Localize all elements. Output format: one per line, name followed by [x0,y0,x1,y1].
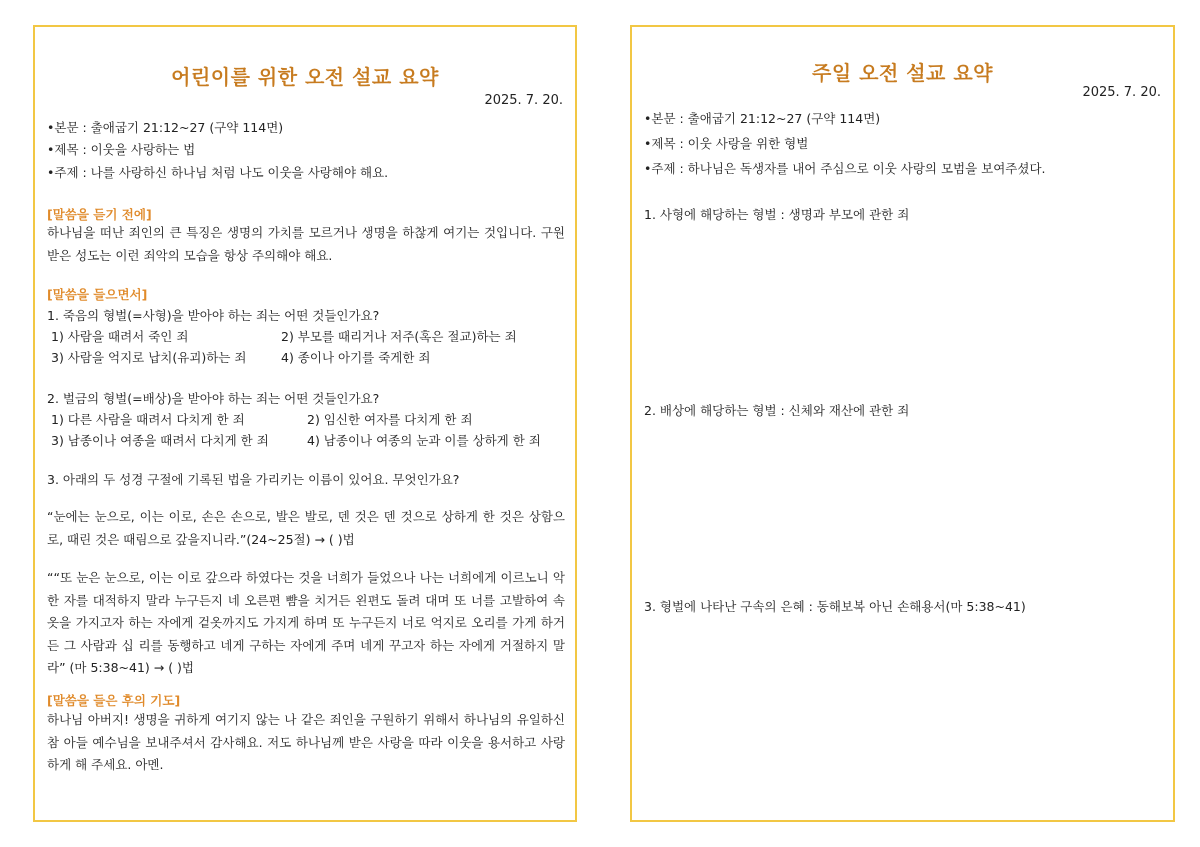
title-line: •제목 : 이웃을 사랑하는 법 [47,142,196,157]
answer-2-2: 2) 임신한 여자를 다치게 한 죄 [307,412,473,427]
point-3: 3. 형벌에 나타난 구속의 은혜 : 동해보복 아닌 손해용서(마 5:38~41) [644,599,1026,614]
question-1: 1. 죽음의 형벌(=사형)을 받아야 하는 죄는 어떤 것들인가요? [47,308,380,323]
answer-2-4: 4) 남종이나 여종의 눈과 이를 상하게 한 죄 [307,433,541,448]
sermon-date: 2025. 7. 20. [484,93,563,108]
bible-quote-2: ““또 눈은 눈으로, 이는 이로 갚으라 하였다는 것을 너희가 들었으나 나는 너희에게 이르노니 악한 자를 대적하지 말라 누구든지 네 오른편 뺨을 치거든 왼편도 돌려 대며 또 너를 고발하여 속옷을 가지고자 하는 자에게 겉옷까지도 가지게 하며 또 누구든지 너로 억지로 오리를 가게 하거든 그 사람과 십 리를 동행하고 네게 구하는 자에게 주며 네게 꾸고자 하는 자에게 거절하지 말라” (마 5:38~41) → ( )법 [47,570,565,675]
answer-2-3: 3) 남종이나 여종을 때려서 다치게 한 죄 [51,433,269,448]
answer-2-1: 1) 다른 사람을 때려서 다치게 한 죄 [51,412,245,427]
bible-quote-1: “눈에는 눈으로, 이는 이로, 손은 손으로, 발은 발로, 덴 것은 덴 것으로 상하게 한 것은 상함으로, 때린 것은 때림으로 갚을지니라.”(24~25절) → ( )법 [47,509,565,547]
section-before-heading: [말씀을 듣기 전에] [47,207,152,222]
answer-1-1: 1) 사람을 때려서 죽인 죄 [51,329,189,344]
title-line: •제목 : 이웃 사랑을 위한 형벌 [644,136,809,151]
section-during-heading: [말씀을 들으면서] [47,287,148,302]
panel-title: 주일 오전 설교 요약 [812,61,993,85]
sermon-date: 2025. 7. 20. [1082,85,1161,100]
question-2: 2. 벌금의 형벌(=배상)을 받아야 하는 죄는 어떤 것들인가요? [47,391,380,406]
point-2: 2. 배상에 해당하는 형벌 : 신체와 재산에 관한 죄 [644,403,910,418]
section-prayer-heading: [말씀을 들은 후의 기도] [47,693,181,708]
panel-title: 어린이를 위한 오전 설교 요약 [171,65,439,89]
scripture-line: •본문 : 출애굽기 21:12~27 (구약 114면) [47,120,284,135]
adult-sermon-panel [630,25,1175,822]
theme-line: •주제 : 나를 사랑하신 하나님 처럼 나도 이웃을 사랑해야 해요. [47,165,389,180]
answer-1-2: 2) 부모를 때리거나 저주(혹은 절교)하는 죄 [281,329,517,344]
section-before-text: 하나님을 떠난 죄인의 큰 특징은 생명의 가치를 모르거나 생명을 하찮게 여기는 것입니다. 구원받은 성도는 이런 죄악의 모습을 항상 주의해야 해요. [47,225,565,263]
answer-1-4: 4) 종이나 아기를 죽게한 죄 [281,350,431,365]
answer-1-3: 3) 사람을 억지로 납치(유괴)하는 죄 [51,350,247,365]
question-3: 3. 아래의 두 성경 구절에 기록된 법을 가리키는 이름이 있어요. 무엇인가요? [47,472,460,487]
scripture-line: •본문 : 출애굽기 21:12~27 (구약 114면) [644,111,881,126]
point-1: 1. 사형에 해당하는 형벌 : 생명과 부모에 관한 죄 [644,207,910,222]
children-sermon-panel [33,25,577,822]
theme-line: •주제 : 하나님은 독생자를 내어 주심으로 이웃 사랑의 모범을 보여주셨다. [644,161,1046,176]
prayer-text: 하나님 아버지! 생명을 귀하게 여기지 않는 나 같은 죄인을 구원하기 위해서 하나님의 유일하신 참 아들 예수님을 보내주셔서 감사해요. 저도 하나님께 받은 사랑을 따라 이웃을 용서하고 사랑하게 해 주세요. 아멘. [47,712,565,772]
